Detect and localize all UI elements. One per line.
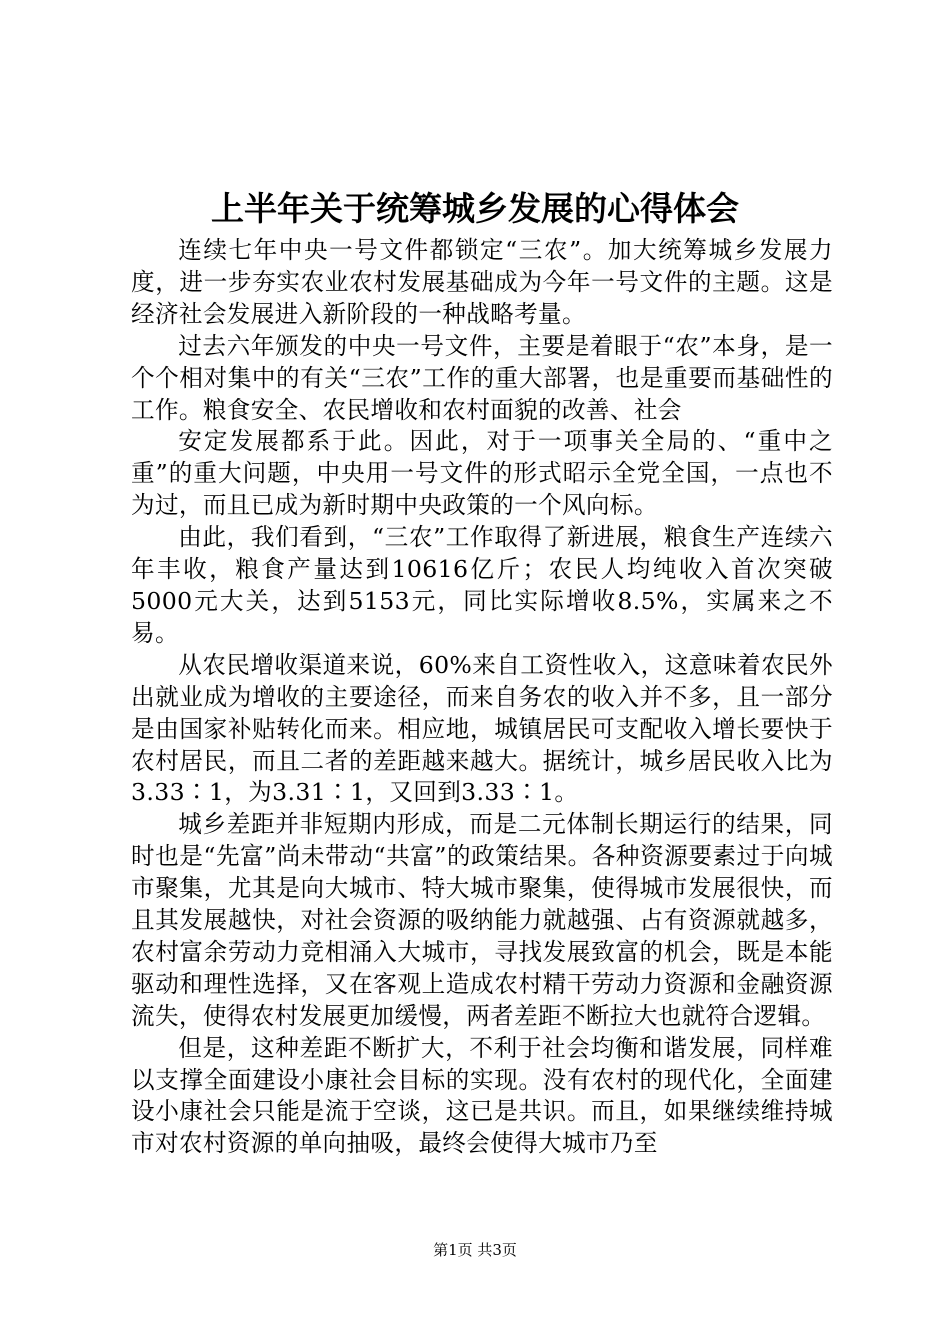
paragraph: 由此，我们看到，“三农”工作取得了新进展，粮食生产连续六年丰收，粮食产量达到10616亿斤；农民人均纯收入首次突破5000元大关，达到5153元，同比实际增收8.5%，实属来之不易。 — [131, 523, 833, 647]
paragraph: 从农民增收渠道来说，60%来自工资性收入，这意味着农民外出就业成为增收的主要途径，而来自务农的收入并不多，且一部分是由国家补贴转化而来。相应地，城镇居民可支配收入增长要快于农村居民，而且二者的差距越来越大。据统计，城乡居民收入比为3.33∶1，为3.31∶1，又回到3.33∶1。 — [131, 650, 833, 807]
paragraph: 连续七年中央一号文件都锁定“三农”。加大统筹城乡发展力度，进一步夯实农业农村发展基础成为今年一号文件的主题。这是经济社会发展进入新阶段的一种战略考量。 — [131, 236, 833, 328]
paragraph: 安定发展都系于此。因此，对于一项事关全局的、“重中之重”的重大问题，中央用一号文件的形式昭示全党全国，一点也不为过，而且已成为新时期中央政策的一个风向标。 — [131, 427, 833, 520]
document-body — [131, 235, 833, 1160]
document-title: 上半年关于统筹城乡发展的心得体会 — [211, 189, 739, 228]
page-footer: 第1页 共3页 — [433, 1241, 517, 1259]
paragraph: 但是，这种差距不断扩大，不利于社会均衡和谐发展，同样难以支撑全面建设小康社会目标的实现。没有农村的现代化，全面建设小康社会只能是流于空谈，这已是共识。而且，如果继续维持城市对农村资源的单向抽吸，最终会使得大城市乃至 — [131, 1033, 833, 1158]
paragraph: 城乡差距并非短期内形成，而是二元体制长期运行的结果，同时也是“先富”尚未带动“共富”的政策结果。各种资源要素过于向城市聚集，尤其是向大城市、特大城市聚集，使得城市发展很快，而且其发展越快，对社会资源的吸纳能力就越强、占有资源就越多，农村富余劳动力竞相涌入大城市，寻找发展致富的机会，既是本能驱动和理性选择，又在客观上造成农村精干劳动力资源和金融资源流失，使得农村发展更加缓慢，两者差距不断拉大也就符合逻辑。 — [131, 810, 833, 1030]
paragraph: 过去六年颁发的中央一号文件，主要是着眼于“农”本身，是一个个相对集中的有关“三农”工作的重大部署，也是重要而基础性的工作。粮食安全、农民增收和农村面貌的改善、社会 — [131, 331, 833, 424]
